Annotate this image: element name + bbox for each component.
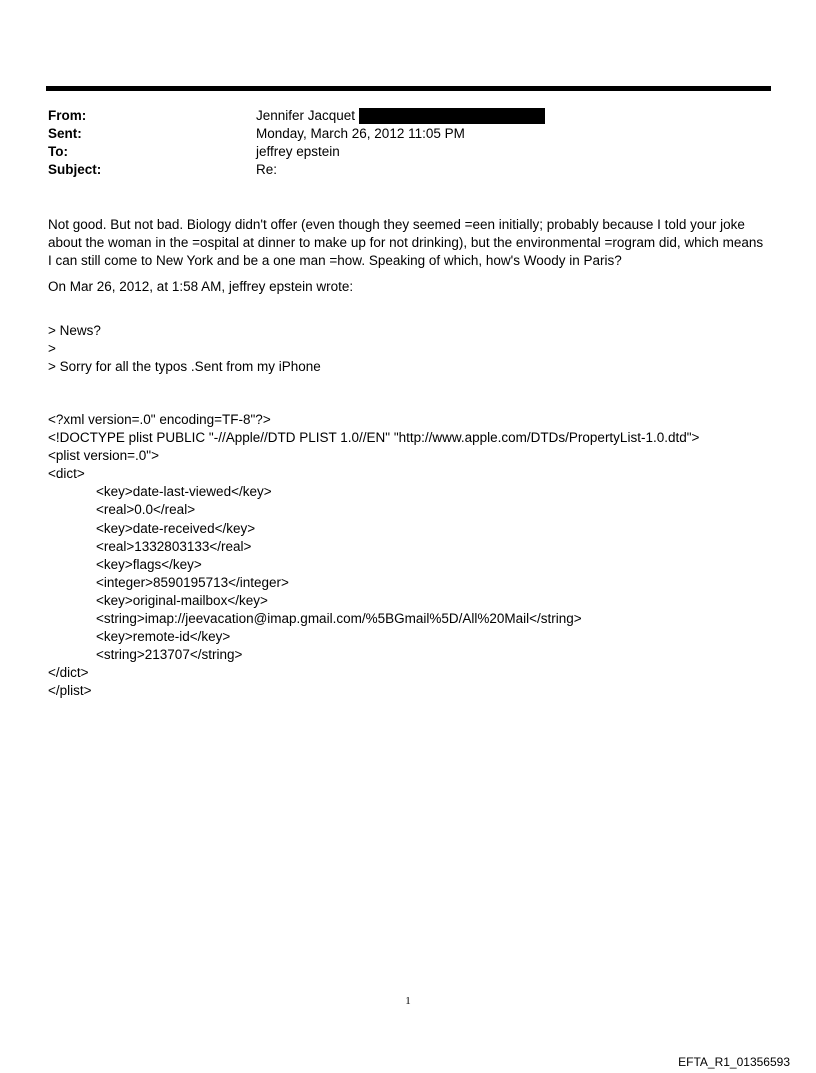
message-body: [48, 216, 768, 270]
document-id: EFTA_R1_01356593: [678, 1055, 790, 1069]
plist-entry: <real>1332803133</real>: [96, 538, 252, 554]
plist-entry: <key>date-last-viewed</key>: [96, 484, 272, 500]
quoted-message: [48, 322, 321, 376]
subject-row: [48, 161, 768, 179]
dict-open-tag: <dict>: [48, 466, 85, 482]
subject-label: Subject:: [48, 162, 102, 177]
plist-entry: <string>imap://jeevacation@imap.gmail.com/%5BGmail%5D/All%20Mail</string>: [96, 611, 582, 627]
to-row: [48, 143, 768, 161]
quoted-line: > News?: [48, 323, 101, 338]
plist-entry: <key>remote-id</key>: [96, 629, 231, 645]
sent-row: [48, 125, 768, 143]
dict-close-tag: </dict>: [48, 665, 89, 681]
from-value: [256, 107, 545, 125]
plist-open-tag: <plist version=.0">: [48, 448, 159, 464]
from-row: [48, 107, 768, 125]
email-header: [48, 107, 768, 179]
plist-entry: <integer>8590195713</integer>: [96, 574, 289, 590]
to-label: To:: [48, 144, 68, 159]
quoted-line: > Sorry for all the typos .Sent from my iPhone: [48, 359, 321, 374]
reply-attribution: On Mar 26, 2012, at 1:58 AM, jeffrey epstein wrote:: [48, 279, 354, 294]
plist-close-tag: </plist>: [48, 683, 92, 699]
plist-entry: <real>0.0</real>: [96, 502, 196, 518]
plist-entry: <key>flags</key>: [96, 556, 202, 572]
subject-value: Re:: [256, 162, 278, 177]
doctype-line: <!DOCTYPE plist PUBLIC "-//Apple//DTD PLIST 1.0//EN" "http://www.apple.com/DTDs/PropertyList-1.0.dtd">: [48, 430, 700, 446]
page-number: 1: [405, 995, 411, 1007]
plist-entry: <key>date-received</key>: [96, 520, 256, 536]
quoted-line: >: [48, 341, 56, 356]
plist-metadata: [48, 411, 699, 701]
plist-entry: <string>213707</string>: [96, 647, 243, 663]
from-label: From:: [48, 108, 87, 123]
redaction-block: [359, 108, 545, 124]
to-value: jeffrey epstein: [256, 144, 340, 159]
sent-label: Sent:: [48, 126, 82, 141]
sender-name: Jennifer Jacquet: [256, 108, 356, 123]
sent-value: Monday, March 26, 2012 11:05 PM: [256, 126, 465, 141]
xml-declaration: <?xml version=.0" encoding=TF-8"?>: [48, 412, 271, 427]
plist-entry: <key>original-mailbox</key>: [96, 592, 268, 608]
message-paragraph: Not good. But not bad. Biology didn't offer (even though they seemed =een initially; probably because I told your joke about the woman in the =ospital at dinner to make up for not drinking), but the environmental =rogram did, which means I can still come to New York and be a one man =how. Speaking of which, how's Woody in Paris?: [48, 217, 764, 268]
header-divider: [46, 86, 771, 91]
